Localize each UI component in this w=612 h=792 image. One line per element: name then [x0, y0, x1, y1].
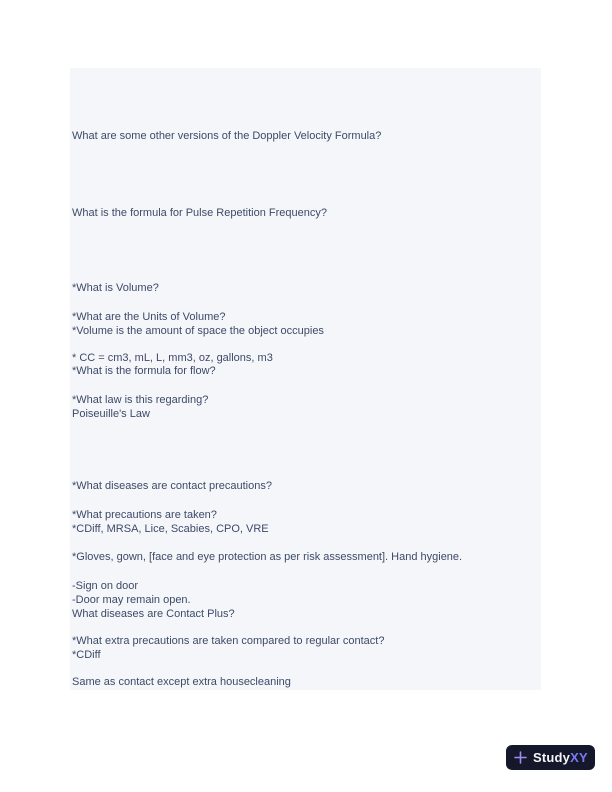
text-line: *What is the formula for flow?: [72, 365, 216, 378]
text-line: -Sign on door: [72, 580, 139, 593]
studyxy-brand-badge[interactable]: [506, 745, 595, 770]
brand-name-primary: Study: [533, 750, 571, 765]
text-line: *Gloves, gown, [face and eye protection as per risk assessment]. Hand hygiene.: [72, 551, 463, 564]
text-paragraph: [72, 394, 533, 421]
text-paragraph: [72, 480, 533, 494]
plus-icon: [514, 751, 527, 764]
text-paragraph: [72, 509, 533, 536]
card-text: [72, 130, 533, 689]
text-line: *What precautions are taken?: [72, 509, 217, 522]
text-paragraph: [72, 282, 533, 296]
text-line: *What are the Units of Volume?: [72, 311, 226, 324]
text-line: *What is Volume?: [72, 282, 159, 295]
text-paragraph: [72, 207, 533, 221]
text-paragraph: [72, 580, 533, 621]
text-paragraph: [72, 311, 533, 338]
text-paragraph: [72, 130, 533, 144]
text-line: *What extra precautions are taken compared to regular contact?: [72, 635, 385, 648]
text-line: Poiseuille's Law: [72, 407, 150, 420]
text-line: What diseases are Contact Plus?: [72, 607, 235, 620]
brand-name-accent: XY: [570, 750, 588, 765]
brand-name: [533, 750, 588, 765]
text-line: *Volume is the amount of space the object occupies: [72, 324, 324, 337]
text-line: What are some other versions of the Doppler Velocity Formula?: [72, 130, 382, 142]
text-line: *CDiff: [72, 648, 101, 661]
text-line: *What diseases are contact precautions?: [72, 480, 272, 493]
text-paragraph: [72, 551, 533, 565]
text-line: *What law is this regarding?: [72, 393, 209, 406]
text-paragraph: [72, 676, 533, 690]
text-paragraph: [72, 635, 533, 662]
flashcard-text-sheet: [70, 68, 541, 690]
text-paragraph: [72, 352, 533, 379]
text-line: What is the formula for Pulse Repetition Frequency?: [72, 206, 327, 219]
text-line: *CDiff, MRSA, Lice, Scabies, CPO, VRE: [72, 522, 269, 535]
text-line: * CC = cm3, mL, L, mm3, oz, gallons, m3: [72, 351, 273, 364]
text-line: Same as contact except extra housecleaning: [72, 675, 291, 688]
text-line: -Door may remain open.: [72, 593, 191, 606]
